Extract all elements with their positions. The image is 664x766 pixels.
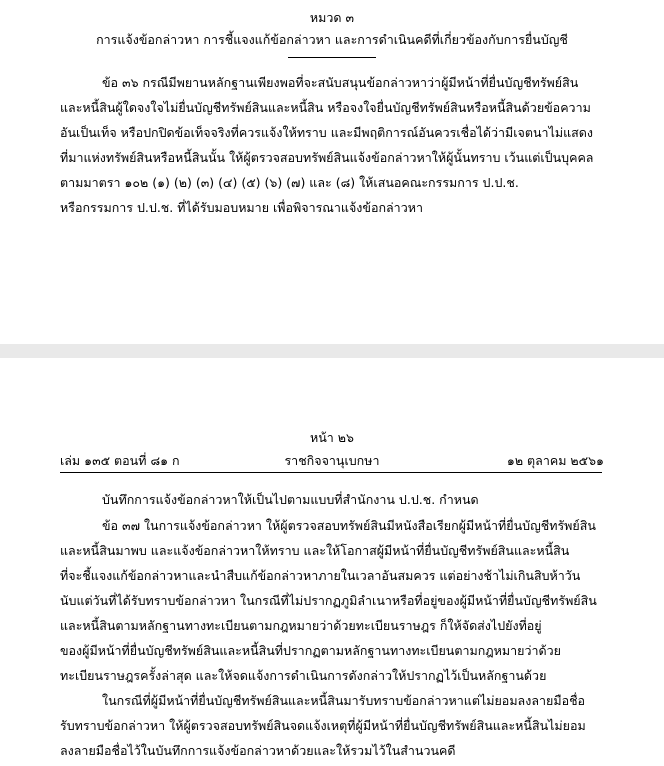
section-37-line: ของผู้มีหน้าที่ยื่นบัญชีทรัพย์สินและหนี้สินที่ปรากฏตามหลักฐานทางทะเบียนตามกฎหมายว่าด้วย xyxy=(60,643,562,658)
section-37-line: ข้อ ๓๗ ในการแจ้งข้อกล่าวหา ให้ผู้ตรวจสอบทรัพย์สินมีหนังสือเรียกผู้มีหน้าที่ยื่นบัญชีทรัพย์สิน xyxy=(102,518,596,533)
section-36-line: หรือกรรมการ ป.ป.ช. ที่ได้รับมอบหมาย เพื่อพิจารณาแจ้งข้อกล่าวหา xyxy=(60,200,423,215)
page-separator xyxy=(0,344,664,358)
section-37-line: และหนี้สินมาพบ และแจ้งข้อกล่าวหาให้ทราบ และให้โอกาสผู้มีหน้าที่ยื่นบัญชีทรัพย์สินและหนี้สิน xyxy=(60,543,570,558)
continuation-line: บันทึกการแจ้งข้อกล่าวหาให้เป็นไปตามแบบที่สำนักงาน ป.ป.ช. กำหนด xyxy=(102,492,479,507)
paragraph-line: ลงลายมือชื่อไว้ในบันทึกการแจ้งข้อกล่าวหาด้วยและให้รวมไว้ในสำนวนคดี xyxy=(60,743,456,758)
section-37-line: และหนี้สินตามหลักฐานทางทะเบียนตามกฎหมายว่าด้วยทะเบียนราษฎร ก็ให้จัดส่งไปยังที่อยู่ xyxy=(60,618,542,633)
chapter-heading: หมวด ๓ xyxy=(309,10,355,25)
section-36-line: ที่มาแห่งทรัพย์สินหรือหนี้สินนั้น ให้ผู้ตรวจสอบทรัพย์สินแจ้งข้อกล่าวหาให้ผู้นั้นทราบ เว้นแต่เป็นบุคคล xyxy=(60,150,594,165)
section-36-line: อันเป็นเท็จ หรือปกปิดข้อเท็จจริงที่ควรแจ้งให้ทราบ และมีพฤติการณ์อันควรเชื่อได้ว่ามีเจตนาไม่แสดง xyxy=(60,125,594,140)
section-37-line: นับแต่วันที่ได้รับทราบข้อกล่าวหา ในกรณีที่ไม่ปรากฏภูมิลำเนาหรือที่อยู่ของผู้มีหน้าที่ยื่นบัญชีทรัพย์สิน xyxy=(60,593,597,608)
chapter-title: การแจ้งข้อกล่าวหา การชี้แจงแก้ข้อกล่าวหา และการดำเนินคดีที่เกี่ยวข้องกับการยื่นบัญชี xyxy=(96,32,568,47)
document-page-top xyxy=(0,0,664,344)
title-underline xyxy=(288,57,376,58)
section-37-line: ที่จะชี้แจงแก้ข้อกล่าวหาและนำสืบแก้ข้อกล่าวหาภายในเวลาอันสมควร แต่อย่างช้าไม่เกินสิบห้าวัน xyxy=(60,568,581,583)
section-37-line: ทะเบียนราษฎรครั้งล่าสุด และให้จดแจ้งการดำเนินการดังกล่าวให้ปรากฏไว้เป็นหลักฐานด้วย xyxy=(60,668,547,683)
section-36-line: ข้อ ๓๖ กรณีมีพยานหลักฐานเพียงพอที่จะสนับสนุนข้อกล่าวหาว่าผู้มีหน้าที่ยื่นบัญชีทรัพย์สิน xyxy=(102,75,579,90)
section-36-line: ตามมาตรา ๑๐๒ (๑) (๒) (๓) (๔) (๕) (๖) (๗) และ (๘) ให้เสนอคณะกรรมการ ป.ป.ช. xyxy=(60,175,519,190)
document-page-bottom xyxy=(0,358,664,766)
gazette-date: ๑๒ ตุลาคม ๒๕๖๑ xyxy=(506,453,604,468)
header-rule xyxy=(60,472,602,473)
paragraph-line: รับทราบข้อกล่าวหา ให้ผู้ตรวจสอบทรัพย์สินจดแจ้งเหตุที่ผู้มีหน้าที่ยื่นบัญชีทรัพย์สินและหนี้สินไม่ยอม xyxy=(60,718,586,733)
paragraph-line: ในกรณีที่ผู้มีหน้าที่ยื่นบัญชีทรัพย์สินและหนี้สินมารับทราบข้อกล่าวหาแต่ไม่ยอมลงลายมือชื่อ xyxy=(102,693,586,708)
gazette-name: ราชกิจจานุเบกษา xyxy=(284,453,380,468)
page-number: หน้า ๒๖ xyxy=(310,430,354,445)
gazette-volume: เล่ม ๑๓๕ ตอนที่ ๘๑ ก xyxy=(60,453,180,468)
section-36-line: และหนี้สินผู้ใดจงใจไม่ยื่นบัญชีทรัพย์สินและหนี้สิน หรือจงใจยื่นบัญชีทรัพย์สินหรือหนี้สินด้วยข้อความ xyxy=(60,100,591,115)
